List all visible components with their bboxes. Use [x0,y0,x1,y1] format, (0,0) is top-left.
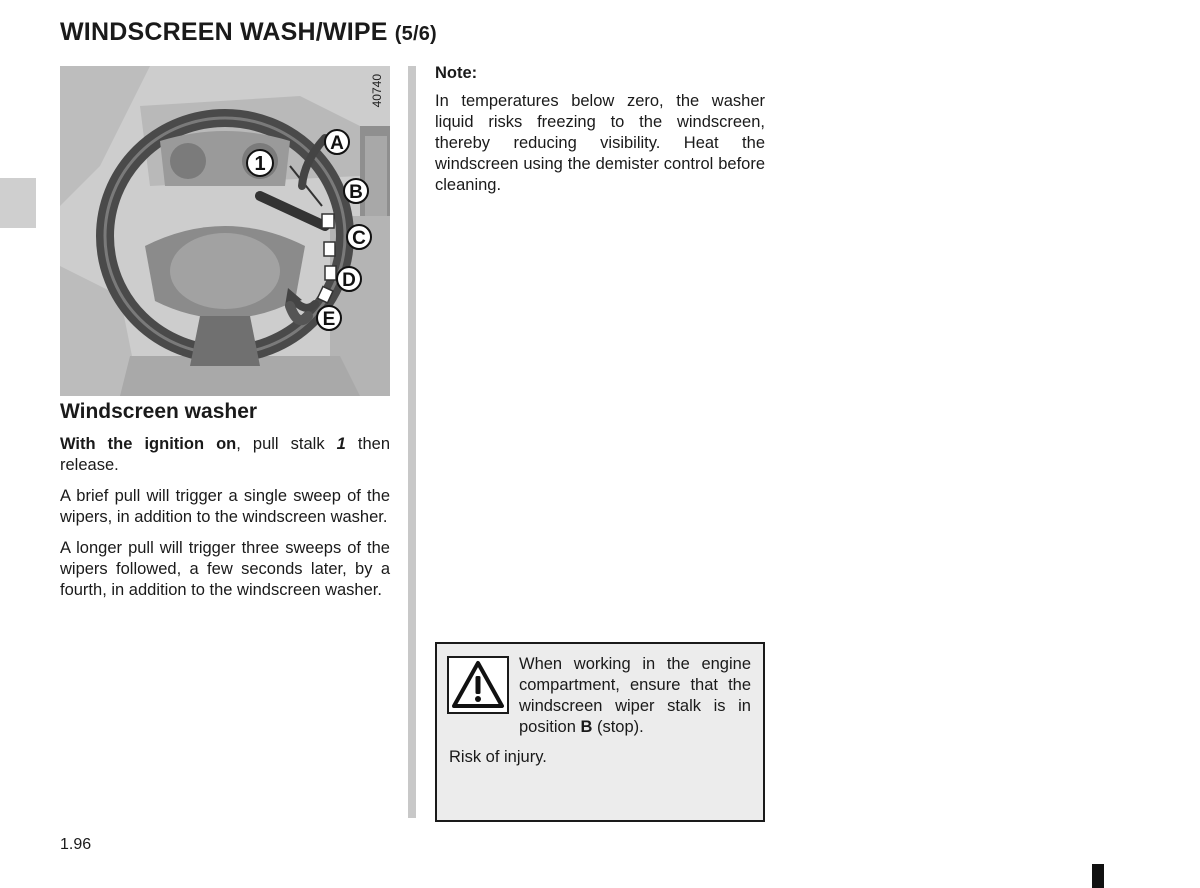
washer-paragraph-3: A longer pull will trigger three sweeps of the wipers followed, a few seconds later, by a fourth, in addition to the windscreen washer. [60,539,390,599]
label-c-text: C [352,228,366,249]
dashboard-illustration [60,66,390,396]
washer-section [60,400,390,611]
page-title-text: WINDSCREEN WASH/WIPE [60,18,388,46]
warning-text-b: (stop). [592,718,644,736]
label-stalk-1 [247,150,273,176]
warning-box [435,642,765,822]
washer-paragraph-2: A brief pull will trigger a single sweep of the wipers, in addition to the windscreen washer. [60,487,390,526]
column-divider [408,66,416,818]
note-text: In temperatures below zero, the washer liquid risks freezing to the windscreen, thereby reducing visibility. Heat the windscreen using the demister control before cleaning. [435,92,765,194]
label-position-c [347,225,371,249]
label-position-e [317,306,341,330]
washer-p1-b: then release. [60,435,391,474]
page-title [60,18,437,47]
warning-text [519,654,751,738]
stalk-number: 1 [336,435,346,453]
label-e-text: E [322,309,336,330]
warning-triangle-icon [447,656,509,714]
washer-paragraph-1 [60,434,390,476]
label-a-text: A [330,133,344,154]
washer-p1-a: , pull stalk [236,435,337,453]
label-b-text: B [349,182,363,203]
label-position-a [325,130,349,154]
warning-text-a: When working in the engine compartment, ensure that the windscreen wiper stalk is in position [519,655,751,736]
label-1-text: 1 [254,153,266,175]
section-tab [0,178,36,228]
washer-heading: Windscreen washer [60,400,258,423]
label-d-text: D [342,270,356,291]
figure-code: 40740 [370,74,384,108]
note-label: Note: [435,64,478,82]
page-number: 1.96 [60,836,92,853]
ignition-on-emphasis: With the ignition on [60,435,237,453]
note-section [435,64,765,196]
label-position-b [344,179,368,203]
page-part: (5/6) [394,23,437,45]
corner-mark [1092,864,1104,888]
steering-wheel-drawing [60,66,390,396]
warning-risk: Risk of injury. [449,748,547,766]
position-b-emphasis: B [580,718,593,736]
label-position-d [337,267,361,291]
